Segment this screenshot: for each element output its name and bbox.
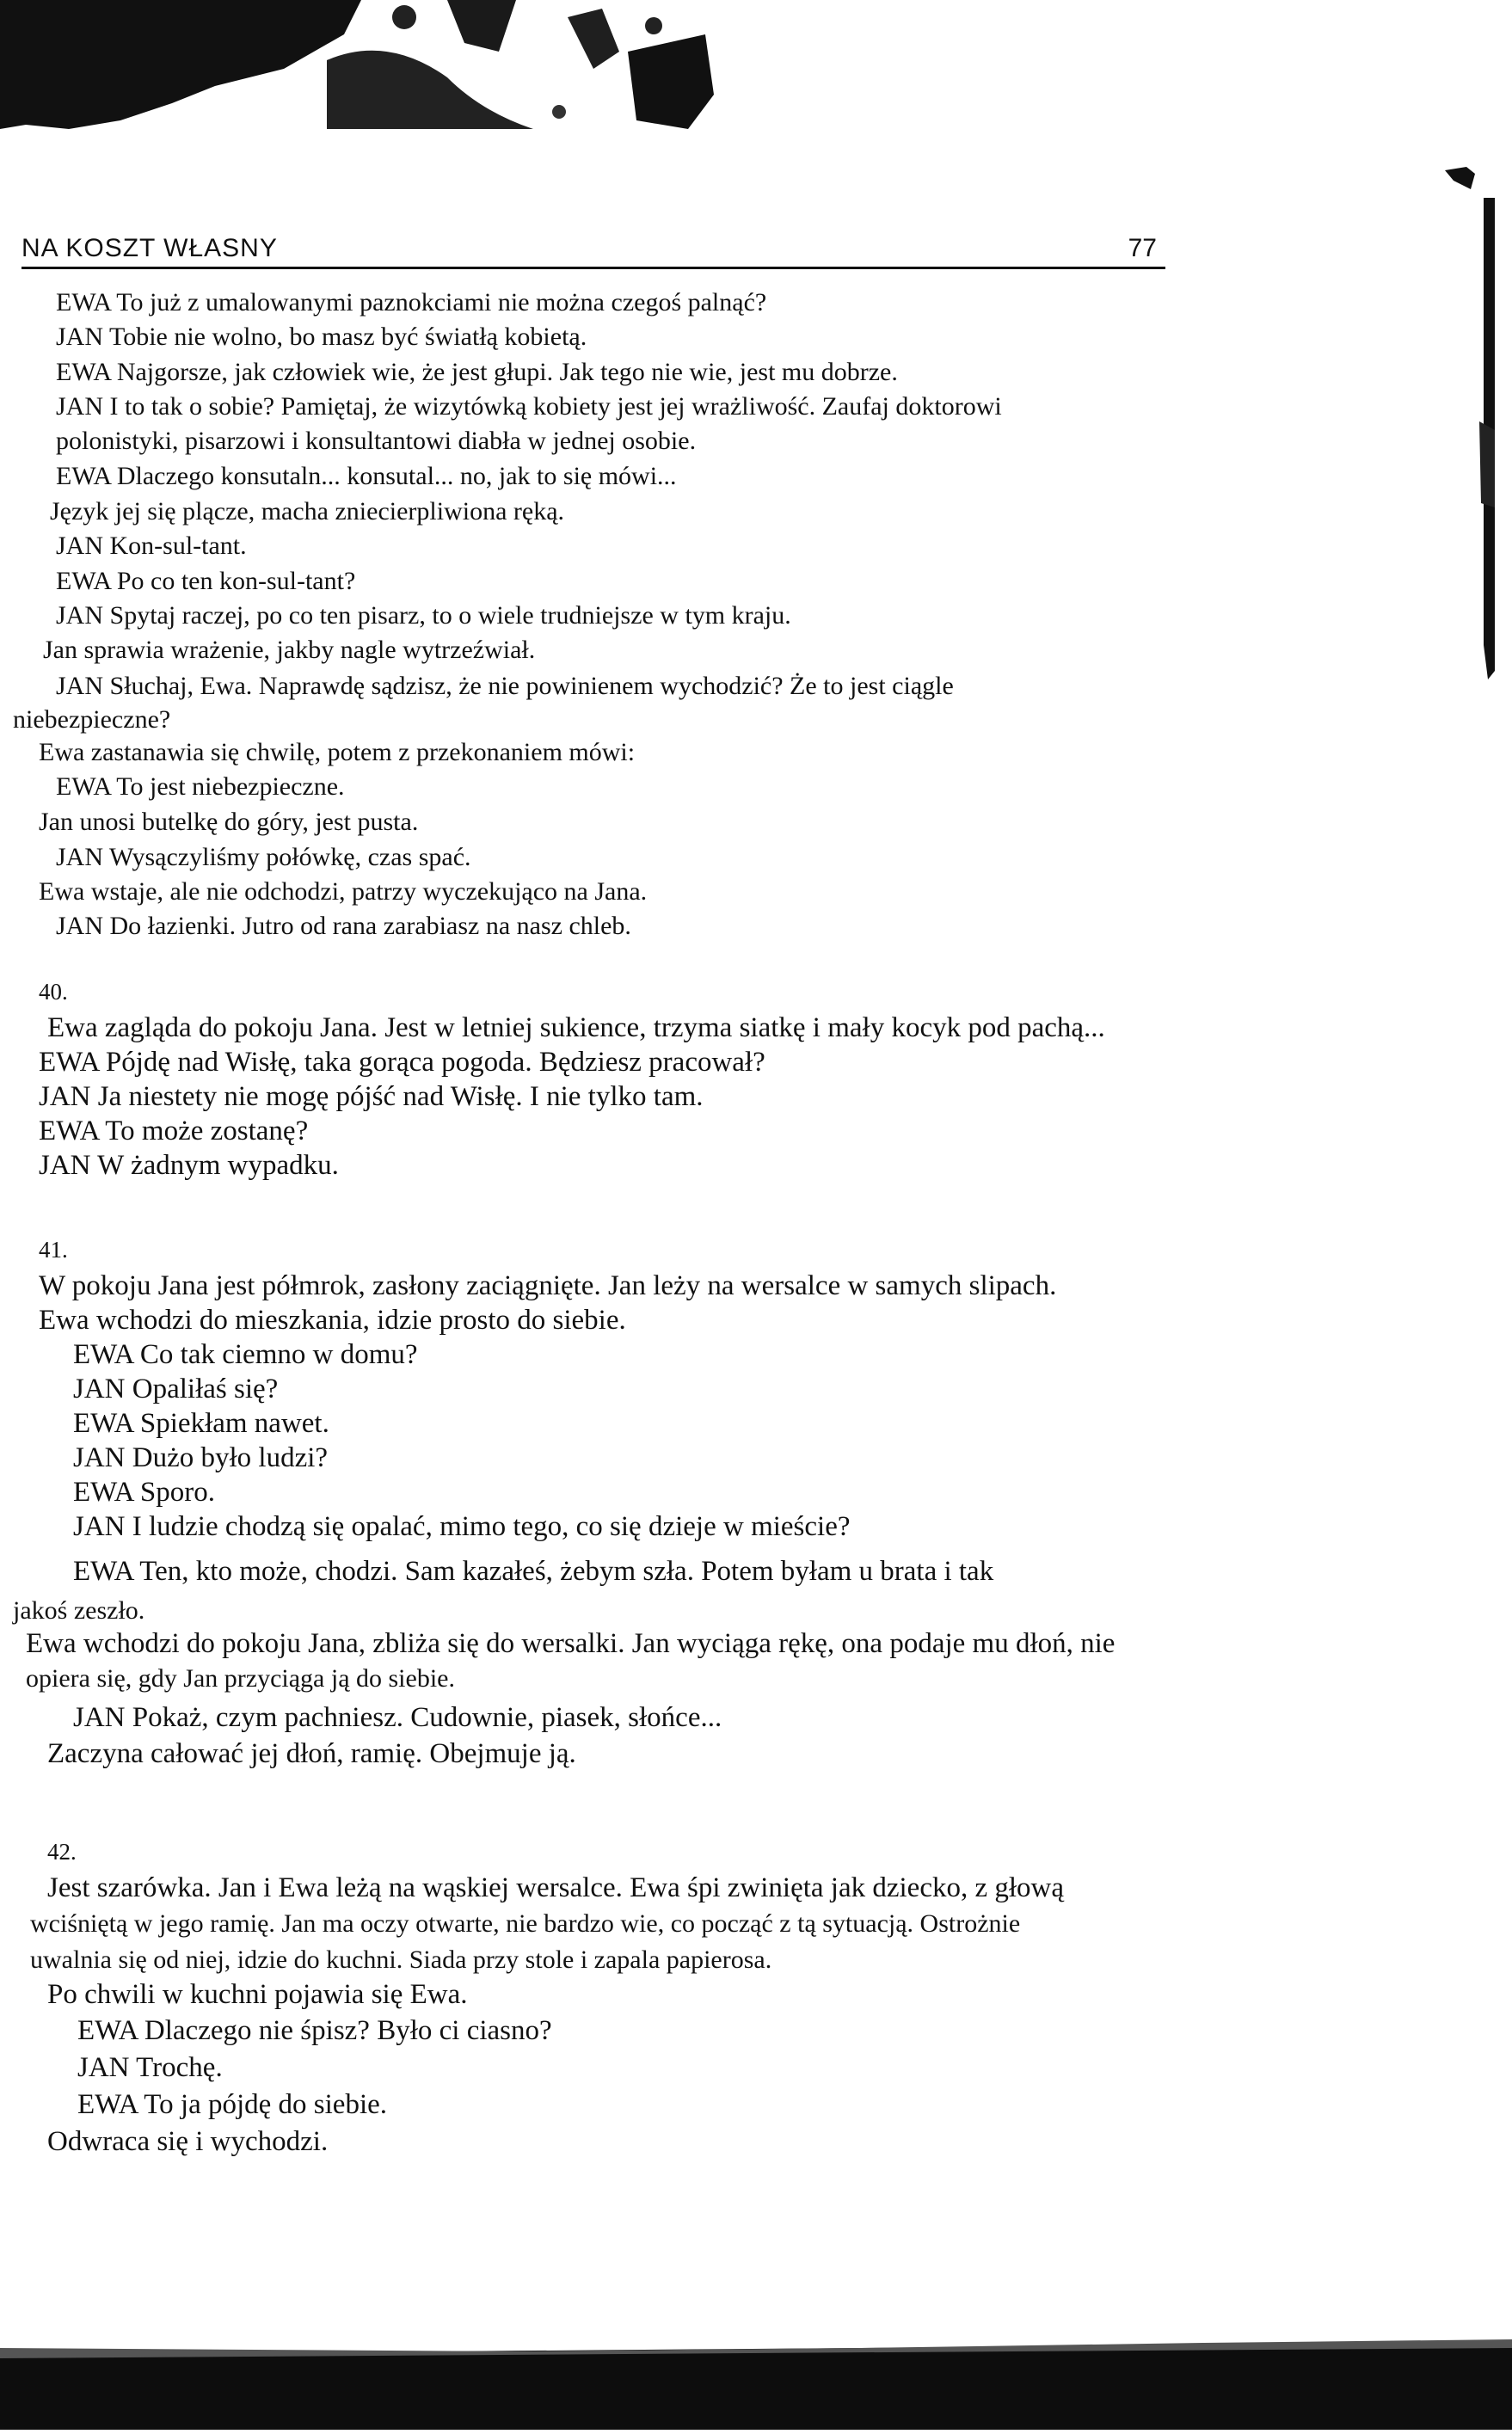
text-line: EWA Po co ten kon-sul-tant? [56,567,356,595]
text-line: JAN Wysączyliśmy połówkę, czas spać. [56,843,471,871]
text-line: polonistyki, pisarzowi i konsultantowi diabła w jednej osobie. [56,427,697,455]
text-line: JAN Pokaż, czym pachniesz. Cudownie, piasek, słońce... [73,1702,722,1733]
text-line: JAN Słuchaj, Ewa. Naprawdę sądzisz, że nie powinienem wychodzić? Że to jest ciągle [56,672,954,700]
text-line: EWA Co tak ciemno w domu? [73,1339,418,1370]
text-line: Zaczyna całować jej dłoń, ramię. Obejmuje ją. [47,1738,576,1769]
text-line: Ewa zagląda do pokoju Jana. Jest w letniej sukience, trzyma siatkę i mały kocyk pod pachą... [47,1012,1105,1043]
text-line: Po chwili w kuchni pojawia się Ewa. [47,1979,468,2010]
text-line: EWA Dlaczego nie śpisz? Było ci ciasno? [77,2015,552,2046]
text-line: wciśniętą w jego ramię. Jan ma oczy otwarte, nie bardzo wie, co począć z tą sytuacją. Ostrożnie [30,1909,1021,1938]
text-line: Ewa wchodzi do pokoju Jana, zbliża się do wersalki. Jan wyciąga rękę, ona podaje mu dłoń, nie [26,1628,1116,1659]
text-line: JAN I to tak o sobie? Pamiętaj, że wizytówką kobiety jest jej wrażliwość. Zaufaj doktorowi [56,392,1002,421]
running-title: NA KOSZT WŁASNY [22,234,278,262]
text-line: Język jej się plącze, macha zniecierpliwiona ręką. [50,497,565,526]
text-line: Jan unosi butelkę do góry, jest pusta. [39,808,419,836]
text-line: EWA Sporo. [73,1477,215,1508]
text-line: EWA Najgorsze, jak człowiek wie, że jest głupi. Jak tego nie wie, jest mu dobrze. [56,358,898,386]
text-line: Ewa wchodzi do mieszkania, idzie prosto do siebie. [39,1305,626,1336]
text-line: JAN Ja niestety nie mogę pójść nad Wisłę. I nie tylko tam. [39,1081,704,1112]
text-line: Jan sprawia wrażenie, jakby nagle wytrzeźwiał. [43,636,536,664]
text-line: EWA Spiekłam nawet. [73,1408,329,1439]
text-line: Ewa zastanawia się chwilę, potem z przekonaniem mówi: [39,738,636,766]
scene-number: 41. [39,1237,68,1263]
text-line: Jest szarówka. Jan i Ewa leżą na wąskiej wersalce. Ewa śpi zwinięta jak dziecko, z głową [47,1872,1065,1903]
text-line: JAN Do łazienki. Jutro od rana zarabiasz na nasz chleb. [56,912,631,940]
text-line: opiera się, gdy Jan przyciąga ją do siebie. [26,1664,455,1693]
text-line: jakoś zeszło. [13,1596,145,1625]
text-line: EWA To może zostanę? [39,1116,309,1146]
text-line: JAN W żadnym wypadku. [39,1150,339,1181]
text-line: EWA Pójdę nad Wisłę, taka gorąca pogoda. Będziesz pracował? [39,1047,765,1078]
text-line: JAN I ludzie chodzą się opalać, mimo tego, co się dzieje w mieście? [73,1511,851,1542]
scan-artifact-bottom [0,2339,1512,2430]
text-line: JAN Kon-sul-tant. [56,532,247,560]
text-line: uwalnia się od niej, idzie do kuchni. Siada przy stole i zapala papierosa. [30,1945,772,1974]
text-line: EWA Ten, kto może, chodzi. Sam kazałeś, żebym szła. Potem byłam u brata i tak [73,1556,994,1587]
text-line: JAN Tobie nie wolno, bo masz być światłą kobietą. [56,323,587,351]
text-line: JAN Spytaj raczej, po co ten pisarz, to o wiele trudniejsze w tym kraju. [56,601,791,630]
text-line: EWA To jest niebezpieczne. [56,772,345,801]
text-line: JAN Trochę. [77,2052,223,2083]
scene-number: 40. [39,979,68,1005]
text-line: JAN Opaliłaś się? [73,1374,279,1404]
text-line: Ewa wstaje, ale nie odchodzi, patrzy wyczekująco na Jana. [39,877,648,906]
text-line: EWA To ja pójdę do siebie. [77,2089,388,2120]
text-line: Odwraca się i wychodzi. [47,2126,329,2157]
text-line: JAN Dużo było ludzi? [73,1442,329,1473]
text-line: niebezpieczne? [13,705,171,734]
scene-number: 42. [47,1839,77,1865]
text-line: W pokoju Jana jest półmrok, zasłony zaciągnięte. Jan leży na wersalce w samych slipach. [39,1270,1057,1301]
text-line: EWA To już z umalowanymi paznokciami nie można czegoś palnąć? [56,288,767,317]
page-number: 77 [1128,234,1157,262]
text-line: EWA Dlaczego konsutaln... konsutal... no, jak to się mówi... [56,462,677,490]
